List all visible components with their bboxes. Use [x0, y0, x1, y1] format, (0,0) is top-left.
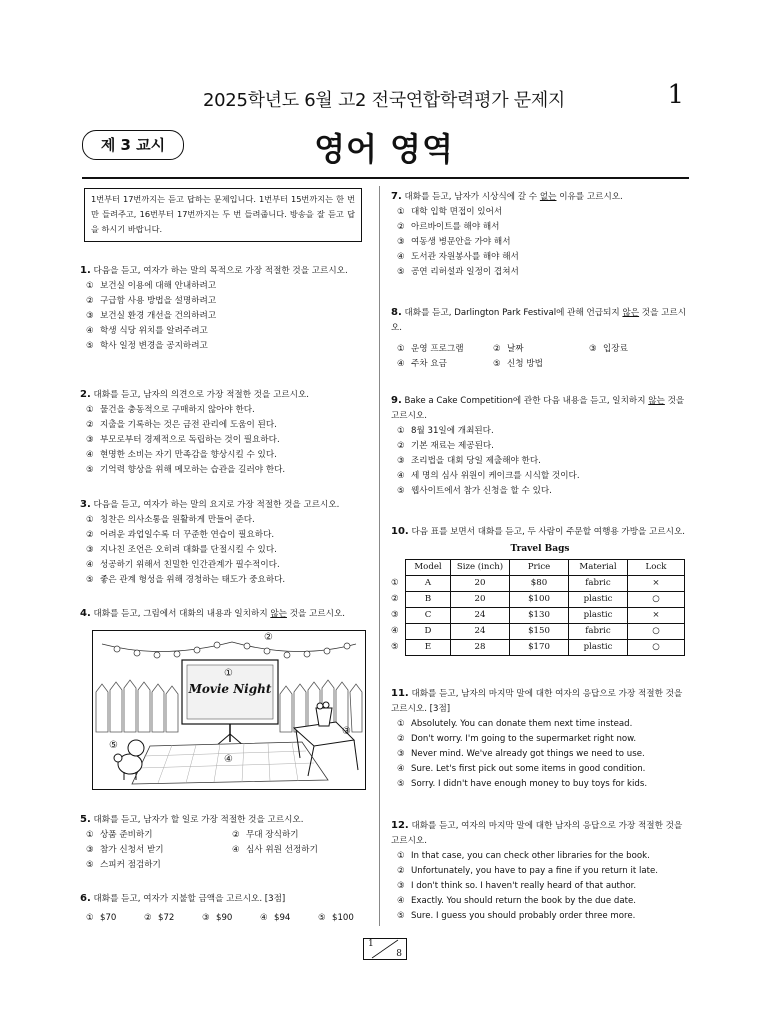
marker-5: ⑤ [109, 740, 118, 751]
question-stem: 7. 대화를 듣고, 남자가 시상식에 갈 수 없는 이유를 고르시오. [391, 191, 623, 202]
option[interactable]: ① 보건실 이용에 대해 안내하려고 [86, 281, 217, 291]
option[interactable]: ④ 현명한 소비는 자기 만족감을 향상시킬 수 있다. [86, 450, 277, 460]
option[interactable]: ③ 보건실 환경 개선을 건의하려고 [86, 311, 217, 321]
option[interactable]: ② 날짜 [493, 344, 524, 354]
option[interactable]: ② Don't worry. I'm going to the supermarket right now. [397, 734, 637, 744]
question-3 [80, 497, 372, 588]
option[interactable]: ③ 여동생 병문안을 가야 해서 [397, 237, 511, 247]
question-stem: 1. 다음을 듣고, 여자가 하는 말의 목적으로 가장 적절한 것을 고르시오. [80, 265, 348, 276]
option[interactable]: ② 구급함 사용 방법을 설명하려고 [86, 296, 217, 306]
movie-night-illustration [92, 630, 366, 790]
column-header: Size (inch) [451, 560, 510, 576]
option[interactable]: ⑤ Sorry. I didn't have enough money to buy toys for kids. [397, 779, 648, 789]
option[interactable]: ④ Sure. Let's first pick out some items in good condition. [397, 764, 646, 774]
question-6 [80, 891, 372, 926]
option[interactable]: ④ 성공하기 위해서 친밀한 인간관계가 필수적이다. [86, 560, 280, 570]
option[interactable]: ③ Never mind. We've already got things we need to use. [397, 749, 645, 759]
question-2 [80, 387, 372, 478]
option[interactable]: ① 8월 31일에 개최된다. [397, 426, 494, 436]
option[interactable]: ④ 학생 식당 위치를 알려주려고 [86, 326, 208, 336]
option[interactable]: ① $70 [86, 913, 117, 923]
question-stem: 11. 대화를 듣고, 남자의 마지막 말에 대한 여자의 응답으로 가장 적절한 것을 고르시오. [3점] [391, 688, 683, 714]
option[interactable]: ④ $94 [260, 913, 291, 923]
option[interactable]: ④ 심사 위원 선정하기 [232, 845, 318, 855]
question-11 [391, 686, 689, 792]
option[interactable]: ⑤ 스피커 점검하기 [86, 860, 161, 870]
period-badge: 제 3 교시 [82, 130, 184, 160]
column-header: Material [569, 560, 628, 576]
option[interactable]: ⑤ $100 [318, 913, 354, 923]
total-pages: 8 [396, 949, 402, 959]
option[interactable]: ② 어려운 과업일수록 더 꾸준한 연습이 필요하다. [86, 530, 275, 540]
listening-notice: 1번부터 17번까지는 듣고 답하는 문제입니다. 1번부터 15번까지는 한 번만 들려주고, 16번부터 17번까지는 두 번 들려줍니다. 방송을 잘 듣고 답을 하시기 바랍니다. [84, 188, 362, 242]
option[interactable]: ② 지출을 기록하는 것은 금전 관리에 도움이 된다. [86, 420, 277, 430]
page-indicator [363, 938, 407, 960]
column-header: Model [406, 560, 451, 576]
header-divider [82, 177, 689, 179]
option[interactable]: ⑤ Sure. I guess you should probably order three more. [397, 911, 636, 921]
option[interactable]: ① 대학 입학 면접이 있어서 [397, 207, 503, 217]
question-5 [80, 812, 372, 873]
page-number: 1 [667, 80, 684, 110]
option[interactable]: ⑤ 신청 방법 [493, 359, 543, 369]
table-row[interactable]: ④ D 24 $150 fabric ○ [391, 624, 685, 640]
option[interactable]: ③ $90 [202, 913, 233, 923]
question-stem: 3. 다음을 듣고, 여자가 하는 말의 요지로 가장 적절한 것을 고르시오. [80, 499, 340, 510]
question-10 [391, 524, 689, 656]
question-stem: 4. 대화를 듣고, 그림에서 대화의 내용과 일치하지 않는 것을 고르시오. [80, 608, 345, 619]
question-stem: 5. 대화를 듣고, 남자가 할 일로 가장 적절한 것을 고르시오. [80, 814, 304, 825]
question-stem: 12. 대화를 듣고, 여자의 마지막 말에 대한 남자의 응답으로 가장 적절한 것을 고르시오. [391, 820, 683, 846]
option[interactable]: ③ 입장료 [589, 344, 628, 354]
option[interactable]: ④ Exactly. You should return the book by the due date. [397, 896, 636, 906]
table-title: Travel Bags [510, 544, 570, 554]
option[interactable]: ① In that case, you can check other libraries for the book. [397, 851, 650, 861]
option[interactable]: ① 상품 준비하기 [86, 830, 153, 840]
question-stem: 9. Bake a Cake Competition에 관한 다음 내용을 듣고, 일치하지 않는 것을 고르시오. [391, 395, 685, 421]
travel-bags-table [391, 559, 685, 656]
option[interactable]: ③ 부모로부터 경제적으로 독립하는 것이 필요하다. [86, 435, 280, 445]
question-4 [80, 606, 372, 622]
table-header-row [391, 560, 685, 576]
table-row[interactable]: ⑤ E 28 $170 plastic ○ [391, 640, 685, 656]
screen-text: Movie Night [188, 682, 272, 696]
question-8 [391, 305, 689, 372]
option[interactable]: ① 칭찬은 의사소통을 원활하게 만들어 준다. [86, 515, 255, 525]
option[interactable]: ③ 조리법을 대회 당일 제출해야 한다. [397, 456, 541, 466]
option[interactable]: ③ 참가 신청서 받기 [86, 845, 164, 855]
column-header: Price [510, 560, 569, 576]
option[interactable]: ⑤ 좋은 관계 형성을 위해 경청하는 태도가 중요하다. [86, 575, 286, 585]
column-divider [379, 186, 380, 926]
marker-4: ④ [224, 754, 233, 765]
option[interactable]: ② $72 [144, 913, 175, 923]
question-1 [80, 263, 372, 354]
table-row[interactable]: ③ C 24 $130 plastic × [391, 608, 685, 624]
option[interactable]: ③ I don't think so. I haven't really heard of that author. [397, 881, 637, 891]
option[interactable]: ④ 도서관 자원봉사를 해야 해서 [397, 252, 519, 262]
option[interactable]: ① 물건을 충동적으로 구매하지 않아야 한다. [86, 405, 255, 415]
option[interactable]: ② 기본 재료는 제공된다. [397, 441, 494, 451]
marker-2: ② [264, 632, 273, 643]
question-7 [391, 189, 689, 280]
option[interactable]: ② 무대 장식하기 [232, 830, 299, 840]
option[interactable]: ① 운영 프로그램 [397, 344, 464, 354]
marker-1: ① [224, 668, 233, 679]
option[interactable]: ④ 세 명의 심사 위원이 케이크를 시식할 것이다. [397, 471, 580, 481]
exam-title: 2025학년도 6월 고2 전국연합학력평가 문제지 [202, 90, 565, 111]
option[interactable]: ⑤ 기억력 향상을 위해 메모하는 습관을 길러야 한다. [86, 465, 286, 475]
option[interactable]: ⑤ 공연 리허설과 일정이 겹쳐서 [397, 267, 519, 277]
option[interactable]: ⑤ 학사 일정 변경을 공지하려고 [86, 341, 208, 351]
question-stem: 2. 대화를 듣고, 남자의 의견으로 가장 적절한 것을 고르시오. [80, 389, 310, 400]
option[interactable]: ④ 주차 요금 [397, 359, 447, 369]
question-12 [391, 818, 689, 924]
current-page: 1 [368, 939, 374, 949]
option[interactable]: ③ 지나친 조언은 오히려 대화를 단절시킬 수 있다. [86, 545, 277, 555]
question-stem: 6. 대화를 듣고, 여자가 지불할 금액을 고르시오. [3점] [80, 893, 286, 904]
question-9 [391, 393, 689, 499]
table-row[interactable]: ② B 20 $100 plastic ○ [391, 592, 685, 608]
option[interactable]: ⑤ 웹사이트에서 참가 신청을 할 수 있다. [397, 486, 552, 496]
question-stem: 8. 대화를 듣고, Darlington Park Festival에 관해 언급되지 않은 것을 고르시오. [391, 307, 687, 333]
option[interactable]: ① Absolutely. You can donate them next time instead. [397, 719, 633, 729]
option[interactable]: ② 아르바이트를 해야 해서 [397, 222, 500, 232]
subject-title: 영어 영역 [314, 130, 454, 168]
question-stem: 10. 다음 표를 보면서 대화를 듣고, 두 사람이 주문할 여행용 가방을 고르시오. [391, 526, 685, 537]
table-row[interactable]: ① A 20 $80 fabric × [391, 576, 685, 592]
column-header: Lock [628, 560, 685, 576]
marker-3: ③ [342, 726, 351, 737]
option[interactable]: ② Unfortunately, you have to pay a fine if you return it late. [397, 866, 658, 876]
